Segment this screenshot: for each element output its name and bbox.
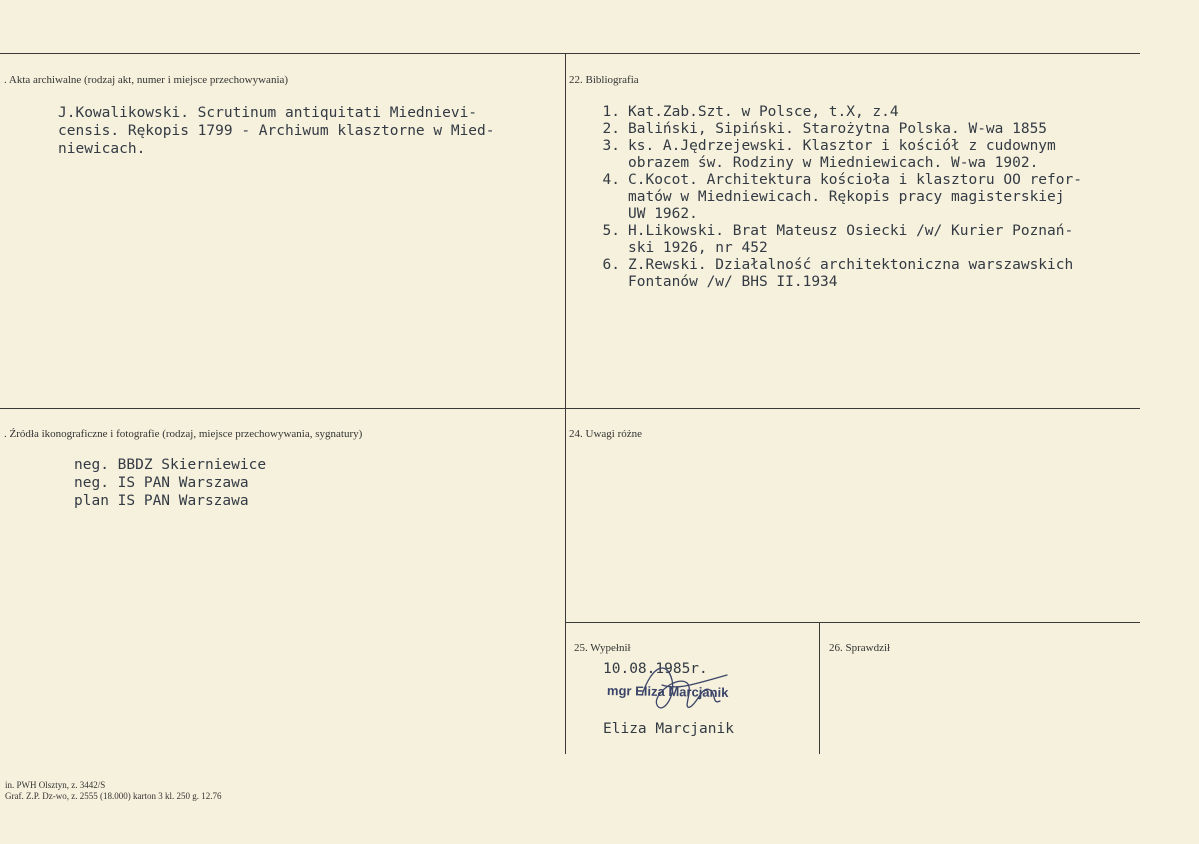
- center-divider: [565, 53, 566, 649]
- filled-date: 10.08.1985r.: [603, 661, 708, 677]
- bibliography-text: Z.Rewski. Działalność architektoniczna warszawskich: [628, 257, 1074, 273]
- archive-text: [58, 104, 495, 158]
- bibliography-item: [594, 257, 1082, 274]
- bibliography-text: Fontanów /w/ BHS II.1934: [628, 274, 838, 290]
- filled-by-label: 25. Wypełnił: [574, 642, 631, 654]
- top-rule: [0, 53, 1140, 54]
- iconography-label: . Źródła ikonograficzne i fotografie (rodzaj, miejsce przechowywania, sygnatury): [4, 428, 363, 440]
- remarks-label: 24. Uwagi różne: [569, 428, 643, 440]
- signature-divider: [819, 622, 820, 754]
- iconography-text: [74, 456, 266, 510]
- bibliography-text: C.Kocot. Architektura kościoła i klasztoru OO refor-: [628, 172, 1082, 188]
- bibliography-text: H.Likowski. Brat Mateusz Osiecki /w/ Kurier Poznań-: [628, 223, 1074, 239]
- bibliography-text: UW 1962.: [628, 206, 698, 222]
- bibliography-item: [594, 274, 1082, 291]
- bibliography-item: [594, 104, 1082, 121]
- iconography-line: neg. IS PAN Warszawa: [74, 475, 249, 491]
- archive-label: . Akta archiwalne (rodzaj akt, numer i miejsce przechowywania): [4, 74, 289, 86]
- bibliography-text: matów w Miedniewicach. Rękopis pracy magisterskiej: [628, 189, 1065, 205]
- bibliography-number: [594, 274, 620, 291]
- name-stamp: mgr Eliza Marcjanik: [606, 682, 729, 701]
- bibliography-text: ks. A.Jędrzejewski. Klasztor i kościół z cudownym: [628, 138, 1056, 154]
- bibliography-list: [594, 104, 1082, 291]
- filled-left-rule: [565, 622, 566, 754]
- bibliography-number: [594, 155, 620, 172]
- signature-icon: [632, 655, 742, 725]
- bibliography-item: [594, 138, 1082, 155]
- bibliography-item: [594, 206, 1082, 223]
- bibliography-number: [594, 189, 620, 206]
- bibliography-number: 2.: [602, 121, 620, 137]
- bibliography-number: [594, 240, 620, 257]
- bibliography-number: 3.: [602, 138, 620, 154]
- imprint-line-1: in. PWH Olsztyn, z. 3442/S: [5, 780, 106, 790]
- bibliography-text: ski 1926, nr 452: [628, 240, 768, 256]
- bibliography-number: 5.: [602, 223, 620, 239]
- bibliography-item: [594, 172, 1082, 189]
- bibliography-number: 1.: [602, 104, 620, 120]
- bibliography-item: [594, 155, 1082, 172]
- bibliography-item: [594, 121, 1082, 138]
- bibliography-number: [594, 206, 620, 223]
- bibliography-number: 6.: [602, 257, 620, 273]
- bibliography-label: 22. Bibliografia: [569, 74, 639, 86]
- archive-line: censis. Rękopis 1799 - Archiwum klasztorne w Mied-: [58, 123, 495, 139]
- archive-line: J.Kowalikowski. Scrutinum antiquitati Miednievi-: [58, 105, 478, 121]
- filler-name: Eliza Marcjanik: [603, 721, 734, 737]
- signature-rule: [565, 622, 1140, 623]
- bibliography-number: 4.: [602, 172, 620, 188]
- middle-rule: [0, 408, 1140, 409]
- bibliography-item: [594, 223, 1082, 240]
- bibliography-text: obrazem św. Rodziny w Miedniewicach. W-wa 1902.: [628, 155, 1039, 171]
- bibliography-text: Baliński, Sipiński. Starożytna Polska. W-wa 1855: [628, 121, 1048, 137]
- bibliography-text: Kat.Zab.Szt. w Polsce, t.X, z.4: [628, 104, 899, 120]
- bibliography-item: [594, 189, 1082, 206]
- archive-line: niewicach.: [58, 141, 146, 157]
- bibliography-item: [594, 240, 1082, 257]
- iconography-line: neg. BBDZ Skierniewice: [74, 457, 267, 473]
- imprint-line-2: Graf. Z.P. Dz-wo, z. 2555 (18.000) karton 3 kl. 250 g. 12.76: [5, 791, 222, 801]
- checked-by-label: 26. Sprawdził: [829, 642, 891, 654]
- iconography-line: plan IS PAN Warszawa: [74, 493, 249, 509]
